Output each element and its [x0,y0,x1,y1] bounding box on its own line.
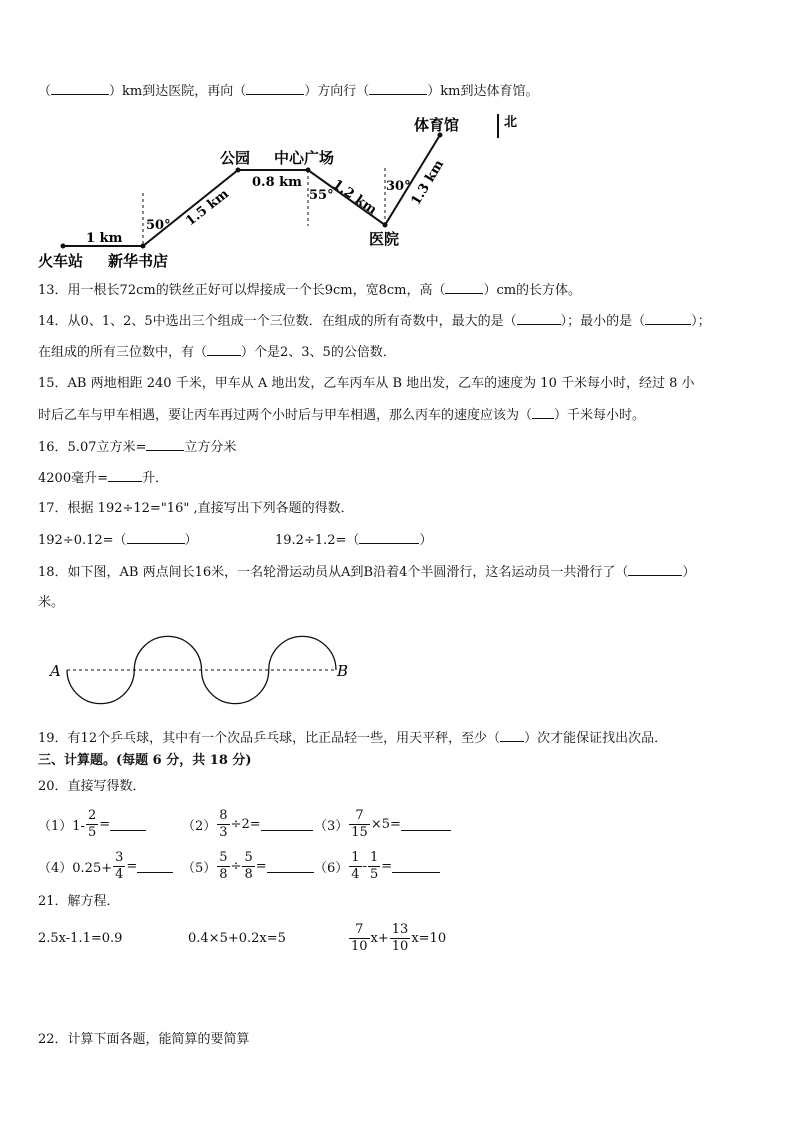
text: 15．AB 两地相距 240 千米，甲车从 A 地出发，乙车丙车从 B 地出发，乙车的速度为 10 千米每小时，经过 8 小 [38,376,695,391]
fraction [242,850,254,883]
calc-item-6 [314,850,440,883]
question-22: 22．计算下面各题，能简算的要简算 [38,1032,250,1047]
denominator: 15 [351,824,368,840]
text: ）个是2、3、5的公倍数． [241,345,396,360]
question-16-line2 [38,469,168,488]
text: ）km到达医院，再向（ [109,84,247,99]
calc-item-3 [314,808,451,841]
denominator: 5 [87,824,97,840]
distance-label: 1.5 km [183,186,232,230]
text: 18．如下图，AB 两点间长16米，一名轮滑运动员从A到B沿着4个半圆滑行，这名运动员一共滑行了（ [38,565,629,580]
numerator: 2 [87,807,97,823]
text: = [381,858,393,874]
label-hospital: 医院 [369,230,400,248]
fraction [113,850,125,883]
label-park: 公园 [220,149,251,167]
question-21-equations [38,920,446,956]
denominator: 5 [369,866,379,882]
answer-blank[interactable] [127,531,185,544]
answer-blank[interactable] [267,860,314,873]
answer-blank[interactable] [500,729,524,742]
fraction [349,850,361,883]
question-16-line1 [38,438,236,457]
calc-item-4 [38,850,182,883]
answer-blank[interactable] [532,406,554,419]
section-3-title: 三、计算题。(每题 6 分，共 18 分) [38,753,252,768]
answer-blank[interactable] [369,82,427,95]
text: 升． [141,471,168,486]
answer-blank[interactable] [110,818,146,831]
text: 13．用一根长72cm的铁丝正好可以焊接成一个长9cm，宽8cm，高（ [38,283,446,298]
text: 192÷0.12=（ [38,533,127,548]
angle-label: 30° [386,179,411,194]
q12-tail-line [38,82,538,101]
label-station: 火车站 [38,252,84,270]
fraction [349,808,370,841]
text: （5） [182,860,217,876]
numerator: 7 [349,922,370,939]
equation-2: 0.4×5+0.2x=5 [188,930,286,946]
answer-blank[interactable] [246,82,304,95]
text: （ [38,84,52,99]
question-14-line2 [38,343,396,362]
semicircle-diagram [40,628,370,713]
denominator: 4 [351,866,360,882]
point-b-label: B [337,662,349,680]
text: ）； [691,314,711,329]
text: = [99,816,111,832]
text: （1）1- [38,818,85,834]
label-stadium: 体育馆 [414,116,460,134]
text: 17．根据 192÷12="16" ,直接写出下列各题的得数． [38,501,354,516]
distance-label: 1 km [86,231,123,246]
answer-blank[interactable] [628,563,682,576]
question-19 [38,729,667,748]
text: （6） [314,860,349,876]
question-17-item2 [275,531,432,550]
text: ）km到达体育馆。 [427,84,539,99]
point-park [236,168,241,173]
question-15-line2 [38,406,645,425]
text: 立方分米 [184,440,237,455]
fraction [390,922,411,955]
text: ）；最小的是（ [560,314,646,329]
question-15-line1 [38,375,695,393]
point-station [61,244,66,249]
calc-item-5 [182,850,314,883]
question-17-item1 [38,531,198,550]
answer-blank[interactable] [392,860,440,873]
numerator: 8 [219,807,228,823]
distance-label: 1.3 km [408,157,448,209]
answer-blank[interactable] [517,312,561,325]
answer-blank[interactable] [146,438,184,451]
text: x+ [370,930,389,946]
question-17 [38,500,354,518]
text: ） [682,565,696,580]
text: ）方向行（ [304,84,370,99]
text: - [362,858,367,874]
text: ） [419,533,433,548]
text: 19．有12个乒乓球，其中有一个次品乒乓球，比正品轻一些，用天平秤，至少（ [38,731,501,746]
numerator: 5 [219,849,228,865]
text: （2） [182,818,217,834]
text: 米。 [38,595,65,610]
denominator: 8 [244,866,253,882]
numerator: 5 [244,849,253,865]
answer-blank[interactable] [51,82,109,95]
text: ）千米每小时。 [554,408,646,423]
text: = [255,858,267,874]
numerator: 1 [351,849,360,865]
distance-label: 1.2 km [329,176,380,218]
text: （4）0.25+ [38,860,113,876]
equation-3 [348,922,446,955]
fraction [217,808,229,841]
text: 时后乙车与甲车相遇，要让丙车再过两个小时后与甲车相遇，那么丙车的速度应该为（ [38,408,533,423]
question-20-row1 [38,806,451,842]
answer-blank[interactable] [645,312,691,325]
question-13 [38,281,581,300]
angle-label: 55° [309,188,334,203]
text: 19.2÷1.2=（ [275,533,360,548]
fraction [368,850,380,883]
answer-blank[interactable] [261,818,313,831]
semicircle-2 [134,636,201,670]
numerator: 13 [391,921,409,937]
text: x=10 [411,930,447,946]
text: 14．从0、1、2、5中选出三个组成一个三位数．在组成的所有奇数中，最大的是（ [38,314,517,329]
text: ） [184,533,198,548]
answer-blank[interactable] [359,531,419,544]
equation-1: 2.5x-1.1=0.9 [38,930,123,946]
denominator: 8 [219,866,228,882]
text: ×5= [370,816,401,832]
denominator: 10 [391,938,409,954]
text: ）cm的长方体。 [483,283,582,298]
question-14-line1 [38,312,711,331]
question-20-title: 20．直接写得数． [38,779,146,794]
text: （3） [314,818,349,834]
north-label: 北 [504,115,518,130]
fraction [349,922,370,955]
semicircle-4 [269,636,336,670]
label-bookstore: 新华书店 [108,252,169,270]
text: 16．5.07立方米= [38,440,147,455]
question-20-row2 [38,848,440,884]
semicircle-1 [67,670,134,704]
numerator: 3 [115,849,124,865]
question-21-title: 21．解方程． [38,894,120,909]
fraction [86,808,98,841]
answer-blank[interactable] [207,343,241,356]
question-18-line1 [38,563,695,582]
question-18-line2 [38,594,64,612]
numerator: 1 [369,849,379,865]
denominator: 10 [351,938,368,954]
calc-item-2 [182,808,314,841]
text: ）次才能保证找出次品． [524,731,668,746]
fraction [217,850,229,883]
semicircle-3 [202,670,269,704]
answer-blank[interactable] [108,469,142,482]
answer-blank[interactable] [401,818,451,831]
text: 4200毫升= [38,471,108,486]
label-plaza: 中心广场 [274,149,335,167]
text: = [126,858,138,874]
denominator: 4 [115,866,124,882]
angle-label: 50° [146,218,171,233]
denominator: 3 [219,824,228,840]
numerator: 7 [349,808,370,825]
answer-blank[interactable] [445,281,483,294]
distance-label: 0.8 km [252,175,302,190]
route-map-diagram [30,108,550,273]
answer-blank[interactable] [137,860,173,873]
text: ÷2= [230,816,261,832]
calc-item-1 [38,808,182,841]
text: ÷ [230,858,242,874]
point-a-label: A [50,662,61,680]
text: 在组成的所有三位数中，有（ [38,345,208,360]
